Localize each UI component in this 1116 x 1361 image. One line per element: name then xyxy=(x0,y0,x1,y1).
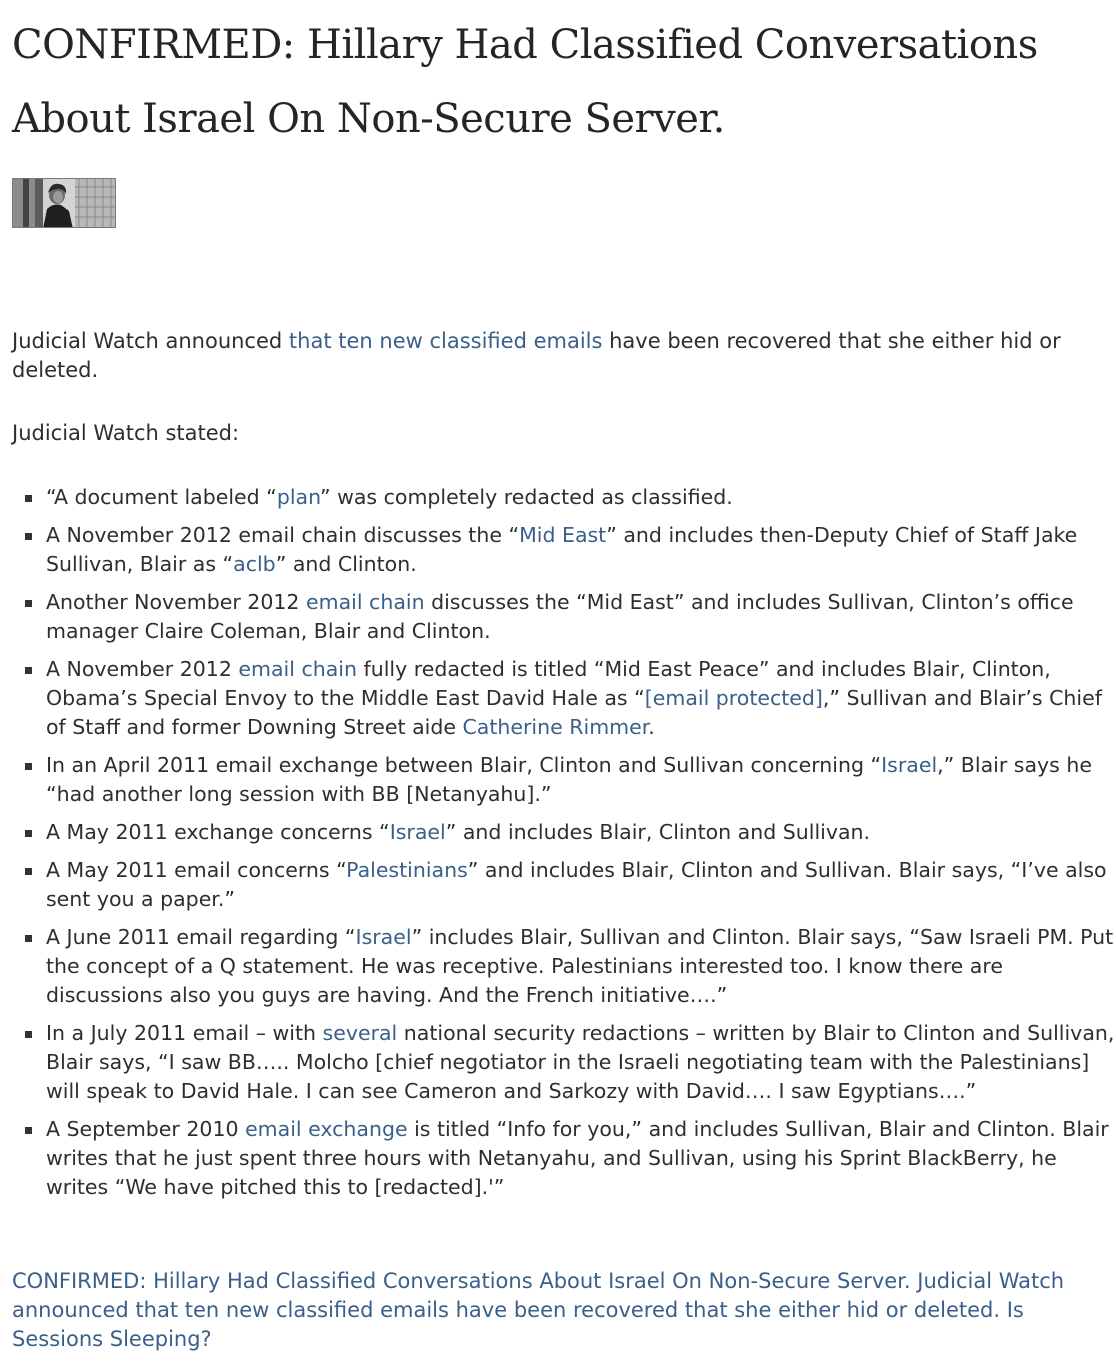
classified-emails-link[interactable]: that ten new classified emails xyxy=(288,329,603,353)
article-title: CONFIRMED: Hillary Had Classified Conversations About Israel On Non-Secure Server. xyxy=(12,22,1038,142)
footer-source-link[interactable]: CONFIRMED: Hillary Had Classified Conversations About Israel On Non-Secure Server. Judicial Watch announced that ten new classified emails have been recovered that she either hid or deleted. Is Sessions Sleeping? xyxy=(12,1269,1065,1351)
inline-link[interactable]: aclb xyxy=(233,552,276,576)
inline-link[interactable]: email chain xyxy=(306,590,425,614)
inline-link[interactable]: Mid East xyxy=(519,523,607,547)
inline-link[interactable]: email exchange xyxy=(245,1117,408,1141)
inline-link[interactable]: Israel xyxy=(881,753,938,777)
bullet-icon xyxy=(25,763,32,770)
list-item-text: national security redactions – written by Blair to Clinton and Sullivan, Blair says, “I saw BB….. Molcho [chief negotiator in the Israeli negotiating team with the Palestinians] will speak to David Hale. I can see Cameron and Sarkozy with David…. I saw Egyptians….” xyxy=(46,1021,1115,1103)
intro-text: Judicial Watch announced xyxy=(12,329,289,353)
list-item-text: ,” Sullivan and Blair’s Chief of Staff and former Downing Street aide xyxy=(46,686,1102,739)
inline-link[interactable]: [email protected] xyxy=(644,686,823,710)
list-item-text: A May 2011 exchange concerns “ xyxy=(46,820,390,844)
bullet-icon xyxy=(25,533,32,540)
list-item-text: A September 2010 xyxy=(46,1117,246,1141)
bullet-icon xyxy=(25,600,32,607)
bullet-icon xyxy=(25,495,32,502)
list-item xyxy=(12,856,1116,914)
list-item xyxy=(12,483,1116,512)
bullet-icon xyxy=(25,868,32,875)
list-item-text: In a July 2011 email – with xyxy=(46,1021,323,1045)
inline-link[interactable]: Catherine Rimmer xyxy=(462,715,649,739)
inline-link[interactable]: email chain xyxy=(238,657,357,681)
list-item xyxy=(12,751,1116,809)
list-item xyxy=(12,1019,1116,1106)
list-item-text: ” and includes Blair, Clinton and Sullivan. Blair says, “I’ve also sent you a paper.” xyxy=(46,858,1107,911)
inline-link[interactable]: Israel xyxy=(355,925,412,949)
list-item-text: fully redacted is titled “Mid East Peace” and includes Blair, Clinton, Obama’s Special Envoy to the Middle East David Hale as “ xyxy=(46,657,1051,710)
bullet-icon xyxy=(25,830,32,837)
list-item-text: Another November 2012 xyxy=(46,590,306,614)
list-item xyxy=(12,588,1116,646)
list-item xyxy=(12,818,1116,847)
intro-text-end: have been recovered that she either hid or deleted. xyxy=(12,329,1061,382)
list-item xyxy=(12,655,1116,742)
list-item-text: In an April 2011 email exchange between Blair, Clinton and Sullivan concerning “ xyxy=(46,753,882,777)
list-item-text: . xyxy=(648,715,655,739)
list-item-text: A June 2011 email regarding “ xyxy=(46,925,356,949)
list-item-text: ,” Blair says he “had another long session with BB [Netanyahu].” xyxy=(46,753,1092,806)
list-item-text: ” and Clinton. xyxy=(275,552,417,576)
list-item-text: is titled “Info for you,” and includes Sullivan, Blair and Clinton. Blair writes that he just spent three hours with Netanyahu, and Sullivan, using his Sprint BlackBerry, he writes “We have pitched this to [redacted].'” xyxy=(46,1117,1109,1199)
inline-link[interactable]: plan xyxy=(276,485,320,509)
list-item-text: “A document labeled “ xyxy=(46,485,277,509)
intro-paragraph xyxy=(12,327,1112,385)
list-item-text: A May 2011 email concerns “ xyxy=(46,858,347,882)
list-item-text: ” includes Blair, Sullivan and Clinton. Blair says, “Saw Israeli PM. Put the concept of a Q statement. He was receptive. Palestinians interested too. I know there are discussions also you guys are having. And the French initiative….” xyxy=(46,925,1114,1007)
list-item-text: A November 2012 xyxy=(46,657,239,681)
bullet-icon xyxy=(25,1031,32,1038)
inline-link[interactable]: Israel xyxy=(389,820,446,844)
list-item-text: ” was completely redacted as classified. xyxy=(319,485,733,509)
list-item-text: A November 2012 email chain discusses the “ xyxy=(46,523,520,547)
list-item xyxy=(12,923,1116,1010)
bullet-icon xyxy=(25,1127,32,1134)
email-list xyxy=(12,483,1116,1211)
list-item xyxy=(12,521,1116,579)
list-item-text: discusses the “Mid East” and includes Sullivan, Clinton’s office manager Claire Coleman, Blair and Clinton. xyxy=(46,590,1074,643)
list-item-text: ” and includes then-Deputy Chief of Staff Jake Sullivan, Blair as “ xyxy=(46,523,1078,576)
inline-link[interactable]: Palestinians xyxy=(346,858,468,882)
bullet-icon xyxy=(25,935,32,942)
list-item-text: ” and includes Blair, Clinton and Sullivan. xyxy=(445,820,871,844)
stated-paragraph: Judicial Watch stated: xyxy=(12,421,240,445)
article-thumbnail-photo[interactable] xyxy=(12,178,116,228)
inline-link[interactable]: several xyxy=(322,1021,398,1045)
list-item xyxy=(12,1115,1116,1202)
photo-image xyxy=(13,179,116,228)
bullet-icon xyxy=(25,667,32,674)
